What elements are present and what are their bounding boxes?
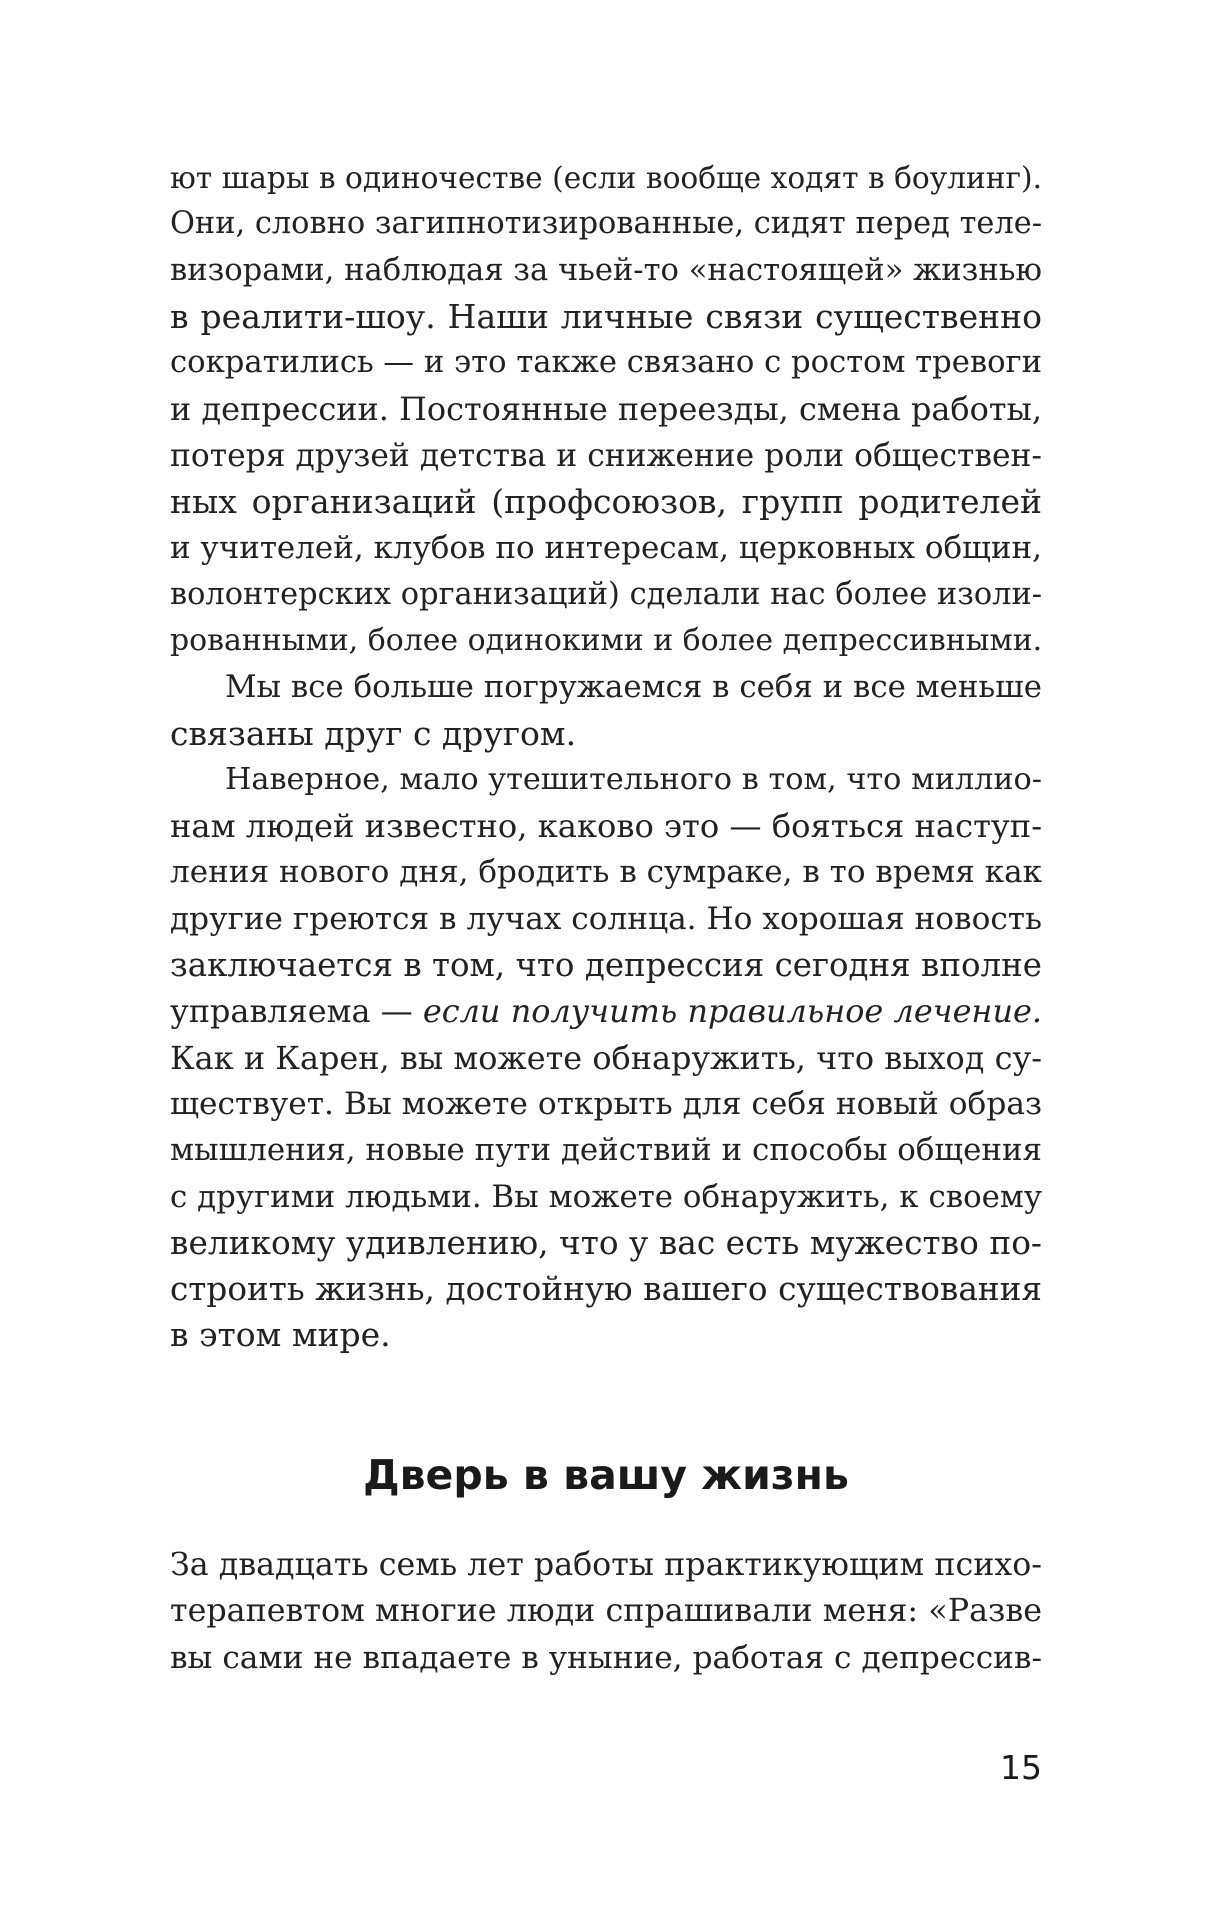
section-heading: Дверь в вашу жизнь [363, 1451, 849, 1499]
text-line: терапевтом многие люди спрашивали меня: «Разве [170, 1593, 1042, 1630]
text-line: строить жизнь, достойную вашего существования [170, 1270, 1042, 1309]
text-line: ления нового дня, бродить в сумраке, в то время как [170, 854, 1042, 891]
text-line: сократились — и это также связано с ростом тревоги [170, 345, 1042, 381]
text-line: великому удивлению, что у вас есть мужество по- [170, 1223, 1042, 1262]
text-line [170, 988, 1042, 1034]
text-line: в реалити-шоу. Наши личные связи существенно [170, 296, 1042, 336]
page-number: 15 [1000, 1748, 1042, 1787]
text-line: волонтерских организаций) сделали нас более изоли- [170, 576, 1042, 612]
text-line: мышления, новые пути действий и способы общения [170, 1132, 1042, 1169]
text-line: заключается в том, что депрессия сегодня вполне [170, 946, 1042, 985]
text-line: рованными, более одинокими и более депрессивными. [170, 622, 1043, 658]
text-line: Как и Карен, вы можете обнаружить, что выход су- [170, 1038, 1042, 1077]
text-line: Они, словно загипнотизированные, сидят перед теле- [170, 206, 1042, 242]
text-line: За двадцать семь лет работы практикующим психо- [170, 1547, 1042, 1583]
text-line: в этом мире. [170, 1315, 391, 1355]
text-line: потеря друзей детства и снижение роли обществен- [170, 437, 1042, 474]
body-text-bottom [170, 1542, 1042, 1681]
emphasis-text: если получить правильное лечение. [422, 992, 1042, 1031]
text-line: другие греются в лучах солнца. Но хорошая новость [170, 900, 1042, 937]
text-line: с другими людьми. Вы можете обнаружить, к своему [170, 1178, 1042, 1215]
text-line: и учителей, клубов по интересам, церковных общин, [170, 530, 1042, 567]
text-line: Мы все больше погружаемся в себя и все меньше [225, 669, 1042, 706]
text-line: и депрессии. Постоянные переезды, смена работы, [170, 390, 1042, 429]
text-line: нам людей известно, каково это — бояться наступ- [170, 807, 1043, 846]
text-line: Наверное, мало утешительного в том, что миллио- [225, 761, 1042, 797]
text-line: визорами, наблюдая за чьей-то «настоящей» жизнью [170, 252, 1042, 288]
body-text-top [170, 155, 1042, 1359]
text-line: ют шары в одиночестве (если вообще ходят в боулинг). [170, 160, 1042, 195]
text-segment: управляема — [170, 992, 423, 1031]
text-line: вы сами не впадаете в уныние, работая с депрессив- [170, 1639, 1042, 1676]
text-line: ных организаций (профсоюзов, групп родителей [170, 482, 1042, 522]
text-line: ществует. Вы можете открыть для себя новый образ [170, 1085, 1042, 1122]
text-line: связаны друг с другом. [170, 713, 577, 753]
